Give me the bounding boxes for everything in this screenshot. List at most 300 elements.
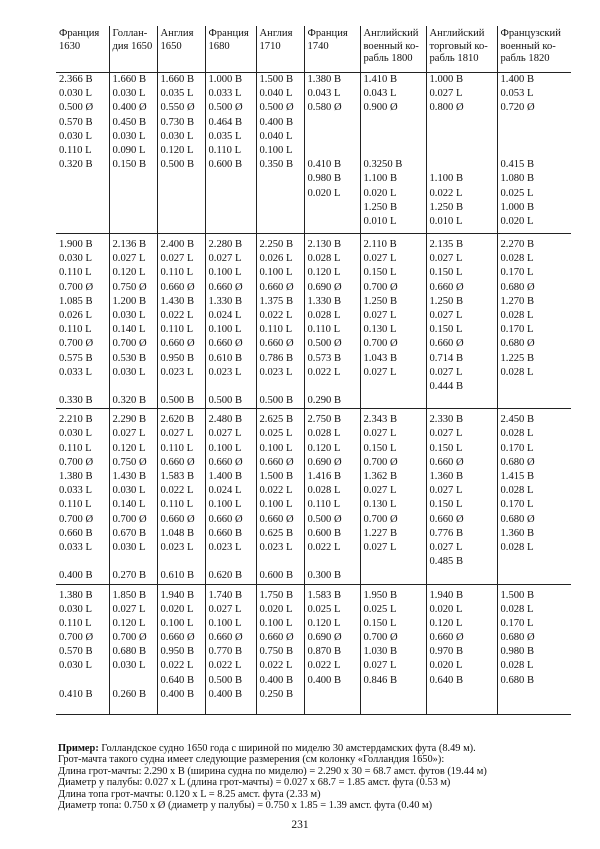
mast-group-1 (56, 73, 571, 234)
cell-value (209, 555, 256, 569)
cell-value: 1.400 B (208, 471, 243, 482)
cell-value: 0.028 L (500, 660, 534, 672)
example-line-5: Длина топа грот-мачты: 0.120 x L = 8.25 амст. фута (2.33 м) (58, 788, 321, 800)
cell-value: 0.120 L (307, 617, 341, 629)
cell-value: 0.700 Ø (363, 281, 398, 293)
cell-value: 2.280 B (208, 239, 243, 250)
example-line-3: Длина грот-мачты: 2.290 x B (ширина судна по миделю) = 2.290 x 30 = 68.7 амст. футов (19.44 м) (58, 765, 487, 777)
cell-value: 0.320 B (112, 395, 147, 407)
cell-value: 0.027 L (429, 309, 463, 321)
cell-value: 0.020 L (429, 603, 463, 615)
cell-value: 0.660 Ø (429, 338, 464, 350)
cell-value (430, 130, 497, 144)
cell-value: 0.660 Ø (208, 456, 243, 468)
cell-value: 0.660 Ø (208, 513, 243, 525)
cell-value: 1.750 B (259, 589, 294, 601)
cell-value: 0.120 L (112, 442, 146, 454)
cell-value: 0.110 L (160, 267, 194, 279)
cell-value: 0.027 L (363, 253, 397, 265)
cell-value: 0.027 L (112, 253, 146, 265)
cell-value: 0.500 B (208, 674, 243, 686)
cell-value (59, 674, 109, 688)
cell-value: 0.130 L (363, 324, 397, 336)
cell-value: 0.150 L (429, 499, 463, 511)
cell-value: 1.660 B (160, 74, 195, 85)
cell-value: 0.023 L (208, 366, 242, 378)
cell-value: 0.270 B (112, 570, 147, 582)
cell-value: 1.360 B (429, 471, 464, 482)
cell-value: 0.110 L (160, 324, 194, 336)
table-cell (360, 584, 426, 714)
cell-value: 1.250 B (363, 201, 398, 213)
cell-value: 0.022 L (208, 660, 242, 672)
cell-value: 0.100 L (208, 617, 242, 629)
cell-value: 1.500 B (500, 589, 535, 601)
cell-value: 0.660 Ø (259, 281, 294, 293)
cell-value: 1.330 B (208, 295, 243, 307)
cell-value: 1.660 B (112, 74, 147, 85)
table-cell (426, 234, 497, 409)
cell-value: 0.024 L (208, 485, 242, 497)
cell-value: 0.023 L (160, 366, 194, 378)
example-text-1: Голландское судно 1650 года с шириной по миделю 30 амстердамских фута (8.49 м). (98, 743, 476, 754)
cell-value: 0.110 L (59, 499, 92, 511)
cell-value: 0.610 B (160, 570, 195, 582)
cell-value: 0.120 L (160, 144, 194, 156)
cell-value: 0.150 L (429, 442, 463, 454)
cell-value: 0.500 Ø (59, 102, 94, 114)
cell-value: 1.100 B (363, 173, 398, 185)
table-cell (304, 584, 360, 714)
cell-value: 0.027 L (429, 485, 463, 497)
example-line-4: Диаметр у палубы: 0.027 x L (длина грот-мачты) = 0.027 x 68.7 = 1.85 амст. фута (0.53 м) (58, 777, 451, 789)
cell-value: 0.027 L (208, 253, 242, 265)
cell-value: 0.040 L (259, 88, 293, 100)
cell-value: 0.660 B (59, 527, 93, 539)
table-cell (497, 584, 571, 714)
cell-value: 0.110 L (259, 324, 293, 336)
cell-value (364, 144, 426, 158)
table-cell (360, 234, 426, 409)
cell-value: 0.680 Ø (500, 513, 535, 525)
cell-value: 1.000 B (500, 201, 535, 213)
cell-value: 0.660 Ø (429, 456, 464, 468)
cell-value: 0.100 L (160, 617, 194, 629)
cell-value (430, 116, 497, 130)
cell-value: 0.700 Ø (59, 513, 94, 525)
table-cell (497, 234, 571, 409)
cell-value: 0.600 B (259, 570, 294, 582)
cell-value: 2.330 B (429, 414, 464, 426)
cell-value: 0.170 L (500, 442, 534, 454)
cell-value: 0.020 L (429, 660, 463, 672)
cell-value: 0.250 B (259, 688, 294, 700)
cell-value: 2.366 B (59, 74, 93, 85)
cell-value: 0.660 Ø (259, 632, 294, 644)
cell-value: 1.250 B (429, 295, 464, 307)
cell-value: 0.110 L (59, 324, 92, 336)
cell-value: 1.410 B (363, 74, 398, 85)
cell-value: 0.028 L (500, 541, 534, 553)
table-cell (56, 73, 109, 234)
cell-value: 1.500 B (259, 74, 294, 85)
cell-value: 0.500 Ø (307, 338, 342, 350)
cell-value: 0.035 L (208, 130, 242, 142)
cell-value: 0.040 L (259, 130, 293, 142)
cell-value: 0.028 L (307, 309, 341, 321)
cell-value: 0.870 B (307, 646, 342, 658)
cell-value: 1.250 B (429, 201, 464, 213)
cell-value: 0.260 B (112, 688, 147, 700)
table-cell (497, 73, 571, 234)
cell-value (308, 116, 360, 130)
cell-value: 0.020 L (259, 603, 293, 615)
cell-value: 0.025 L (307, 603, 341, 615)
cell-value: 0.030 L (112, 541, 146, 553)
cell-value: 0.027 L (429, 366, 463, 378)
cell-value: 0.170 L (500, 499, 534, 511)
cell-value: 0.500 Ø (208, 102, 243, 114)
table-cell (256, 234, 304, 409)
cell-value: 0.025 L (259, 428, 293, 440)
cell-value: 0.600 B (307, 527, 342, 539)
cell-value: 0.028 L (500, 603, 534, 615)
cell-value: 0.150 L (429, 324, 463, 336)
cell-value: 0.030 L (59, 660, 92, 672)
table-cell (56, 234, 109, 409)
cell-value (59, 555, 109, 569)
cell-value: 0.610 B (208, 352, 243, 364)
cell-value: 0.640 B (160, 674, 195, 686)
cell-value: 1.940 B (429, 589, 464, 601)
cell-value: 0.027 L (363, 485, 397, 497)
cell-value: 0.110 L (59, 267, 92, 279)
cell-value: 0.030 L (112, 130, 146, 142)
cell-value: 0.150 L (363, 267, 397, 279)
cell-value: 1.270 B (500, 295, 535, 307)
cell-value: 0.023 L (259, 366, 293, 378)
cell-value: 0.415 B (500, 159, 535, 171)
table-cell (109, 73, 157, 234)
cell-value: 0.022 L (259, 660, 293, 672)
table-cell (304, 409, 360, 584)
column-header: Франция 1680 (205, 26, 256, 73)
cell-value: 0.130 L (363, 499, 397, 511)
table-cell (205, 234, 256, 409)
cell-value: 0.950 B (160, 646, 195, 658)
cell-value: 0.100 L (208, 267, 242, 279)
cell-value: 0.660 Ø (160, 281, 195, 293)
cell-value: 0.120 L (429, 617, 463, 629)
cell-value: 0.640 B (429, 674, 464, 686)
cell-value: 0.530 B (112, 352, 147, 364)
cell-value (113, 674, 157, 688)
cell-value: 0.110 L (208, 144, 242, 156)
cell-value: 0.100 L (259, 617, 293, 629)
cell-value: 0.025 L (363, 603, 397, 615)
cell-value: 0.714 B (429, 352, 464, 364)
example-lead: Пример: (58, 743, 99, 754)
cell-value (308, 144, 360, 158)
cell-value: 0.020 L (363, 187, 397, 199)
column-header: Английский военный ко-рабль 1800 (360, 26, 426, 73)
cell-value: 0.400 B (208, 688, 243, 700)
cell-value: 0.660 Ø (259, 338, 294, 350)
cell-value: 0.350 B (259, 159, 294, 171)
cell-value (260, 555, 304, 569)
cell-value: 0.700 Ø (363, 456, 398, 468)
cell-value: 0.120 L (307, 442, 341, 454)
cell-value: 0.020 L (160, 603, 194, 615)
table-cell (426, 584, 497, 714)
table-cell (157, 584, 205, 714)
cell-value: 0.750 B (259, 646, 294, 658)
cell-value: 0.700 Ø (59, 281, 94, 293)
cell-value: 0.980 B (307, 173, 342, 185)
cell-value: 0.570 B (59, 646, 93, 658)
example-notes (58, 743, 578, 811)
cell-value: 0.690 Ø (307, 456, 342, 468)
column-header: Англия 1710 (256, 26, 304, 73)
cell-value: 0.464 B (208, 116, 243, 128)
mast-group-2 (56, 234, 571, 409)
cell-value: 0.570 B (59, 116, 93, 128)
cell-value: 1.740 B (208, 589, 243, 601)
cell-value: 0.400 B (59, 570, 93, 582)
cell-value (59, 380, 109, 394)
cell-value: 0.110 L (160, 442, 194, 454)
cell-value: 0.400 B (160, 688, 195, 700)
column-header: Франция 1740 (304, 26, 360, 73)
cell-value: 0.022 L (259, 485, 293, 497)
cell-value: 0.120 L (307, 267, 341, 279)
cell-value (501, 144, 572, 158)
cell-value: 1.415 B (500, 471, 535, 482)
cell-value: 1.250 B (363, 295, 398, 307)
table-cell (205, 73, 256, 234)
cell-value: 0.625 B (259, 527, 294, 539)
cell-value (364, 130, 426, 144)
cell-value: 0.030 L (112, 88, 146, 100)
cell-value: 1.043 B (363, 352, 398, 364)
cell-value: 0.030 L (59, 428, 92, 440)
cell-value: 0.028 L (500, 485, 534, 497)
cell-value: 0.033 L (59, 485, 92, 497)
cell-value: 0.010 L (429, 215, 463, 227)
cell-value: 0.690 Ø (307, 281, 342, 293)
cell-value: 0.027 L (429, 88, 463, 100)
cell-value: 0.030 L (59, 603, 92, 615)
cell-value: 0.150 L (363, 617, 397, 629)
cell-value: 0.028 L (307, 428, 341, 440)
cell-value: 2.450 B (500, 414, 535, 426)
cell-value: 1.900 B (59, 239, 93, 250)
table-cell (256, 409, 304, 584)
cell-value: 0.030 L (59, 253, 92, 265)
cell-value: 0.043 L (363, 88, 397, 100)
table-cell (426, 409, 497, 584)
cell-value: 0.027 L (208, 428, 242, 440)
table-cell (256, 73, 304, 234)
table-cell (304, 234, 360, 409)
header-row (56, 26, 571, 73)
cell-value: 0.700 Ø (112, 338, 147, 350)
cell-value: 1.000 B (429, 74, 464, 85)
cell-value: 0.500 B (208, 395, 243, 407)
table-row (56, 409, 571, 584)
cell-value: 1.085 B (59, 295, 93, 307)
cell-value: 0.110 L (307, 499, 341, 511)
cell-value: 0.027 L (363, 309, 397, 321)
cell-value: 0.575 B (59, 352, 93, 364)
cell-value: 0.110 L (59, 442, 92, 454)
cell-value (308, 380, 360, 394)
cell-value: 2.130 B (307, 239, 342, 250)
cell-value: 0.660 Ø (160, 632, 195, 644)
cell-value: 0.450 B (112, 116, 147, 128)
cell-value: 0.022 L (160, 309, 194, 321)
cell-value (501, 116, 572, 130)
cell-value: 0.300 B (307, 570, 342, 582)
cell-value (364, 116, 426, 130)
example-line-6: Диаметр топа: 0.750 x Ø (диаметр у палубы) = 0.750 x 1.85 = 1.39 амст. фута (0.40 м) (58, 800, 433, 812)
cell-value: 1.850 B (112, 589, 147, 601)
cell-value: 2.480 B (208, 414, 243, 426)
cell-value: 0.660 Ø (208, 338, 243, 350)
cell-value: 0.700 Ø (112, 632, 147, 644)
cell-value (161, 380, 205, 394)
cell-value: 0.660 Ø (429, 632, 464, 644)
cell-value (501, 130, 572, 144)
cell-value: 0.027 L (160, 253, 194, 265)
cell-value: 0.027 L (112, 428, 146, 440)
cell-value: 0.030 L (112, 366, 146, 378)
cell-value: 1.416 B (307, 471, 342, 482)
cell-value: 0.400 B (259, 674, 294, 686)
cell-value: 0.026 L (59, 309, 92, 321)
example-line-2: Грот-мачта такого судна имеет следующие размерения (см колонку «Голландия 1650»): (58, 754, 445, 766)
cell-value: 0.023 L (160, 541, 194, 553)
cell-value: 1.227 B (363, 527, 398, 539)
cell-value: 0.025 L (500, 187, 534, 199)
cell-value: 0.573 B (307, 352, 342, 364)
cell-value: 0.400 B (307, 674, 342, 686)
cell-value: 0.800 Ø (429, 102, 464, 114)
cell-value: 0.330 B (59, 395, 93, 407)
column-header: Английский торговый ко-рабль 1810 (426, 26, 497, 73)
cell-value: 0.680 Ø (500, 456, 535, 468)
cell-value: 0.700 Ø (59, 338, 94, 350)
cell-value: 0.022 L (160, 660, 194, 672)
cell-value: 0.027 L (363, 366, 397, 378)
page-number: 231 (291, 819, 309, 831)
cell-value: 0.620 B (208, 570, 243, 582)
cell-value (308, 130, 360, 144)
cell-value: 2.290 B (112, 414, 147, 426)
cell-value: 0.022 L (429, 187, 463, 199)
cell-value: 2.250 B (259, 239, 294, 250)
column-header: Французский военный ко-рабль 1820 (497, 26, 571, 73)
cell-value: 0.100 L (259, 267, 293, 279)
cell-value: 0.680 Ø (500, 281, 535, 293)
cell-value: 0.500 B (259, 395, 294, 407)
cell-value: 1.330 B (307, 295, 342, 307)
cell-value: 0.120 L (112, 617, 146, 629)
table-row (56, 234, 571, 409)
cell-value: 0.900 Ø (363, 102, 398, 114)
cell-value: 2.750 B (307, 414, 342, 426)
cell-value: 0.027 L (208, 603, 242, 615)
cell-value: 1.048 B (160, 527, 195, 539)
cell-value: 0.053 L (500, 88, 534, 100)
mast-group-3 (56, 409, 571, 584)
cell-value: 0.950 B (160, 352, 195, 364)
cell-value: 0.022 L (307, 541, 341, 553)
cell-value: 2.400 B (160, 239, 195, 250)
cell-value: 1.100 B (429, 173, 464, 185)
cell-value: 0.028 L (500, 428, 534, 440)
cell-value: 0.023 L (208, 541, 242, 553)
table-cell (109, 584, 157, 714)
table-cell (157, 73, 205, 234)
cell-value: 1.030 B (363, 646, 398, 658)
cell-value: 0.110 L (59, 144, 92, 156)
table-cell (360, 73, 426, 234)
cell-value (161, 555, 205, 569)
cell-value: 0.150 L (363, 442, 397, 454)
table-cell (256, 584, 304, 714)
cell-value: 0.660 Ø (259, 456, 294, 468)
cell-value: 0.660 B (208, 527, 243, 539)
cell-value: 1.000 B (208, 74, 243, 85)
cell-value: 0.980 B (500, 646, 535, 658)
cell-value: 1.225 B (500, 352, 535, 364)
cell-value (308, 555, 360, 569)
cell-value: 0.660 Ø (208, 632, 243, 644)
cell-value: 0.027 L (429, 253, 463, 265)
cell-value: 0.720 Ø (500, 102, 535, 114)
cell-value: 0.3250 B (363, 159, 403, 171)
cell-value: 0.690 Ø (307, 632, 342, 644)
cell-value: 0.022 L (259, 309, 293, 321)
cell-value: 0.023 L (259, 541, 293, 553)
cell-value: 0.030 L (59, 130, 92, 142)
cell-value: 0.500 Ø (259, 102, 294, 114)
cell-value: 0.028 L (500, 366, 534, 378)
cell-value: 0.026 L (259, 253, 293, 265)
cell-value: 0.100 L (259, 442, 293, 454)
cell-value: 1.200 B (112, 295, 147, 307)
column-header: Франция 1630 (56, 26, 109, 73)
cell-value: 0.033 L (208, 88, 242, 100)
cell-value: 0.027 L (429, 541, 463, 553)
cell-value: 0.500 B (160, 395, 195, 407)
cell-value: 0.410 B (307, 159, 342, 171)
cell-value: 0.786 B (259, 352, 294, 364)
cell-value: 0.700 Ø (59, 456, 94, 468)
table-cell (109, 409, 157, 584)
column-header: Голлан-дия 1650 (109, 26, 157, 73)
table-cell (56, 409, 109, 584)
cell-value: 0.030 L (112, 660, 146, 672)
column-header: Англия 1650 (157, 26, 205, 73)
cell-value (209, 380, 256, 394)
cell-value: 0.028 L (307, 253, 341, 265)
cell-value: 2.270 B (500, 239, 535, 250)
cell-value: 2.135 B (429, 239, 464, 250)
cell-value: 1.362 B (363, 471, 398, 482)
cell-value: 1.950 B (363, 589, 398, 601)
